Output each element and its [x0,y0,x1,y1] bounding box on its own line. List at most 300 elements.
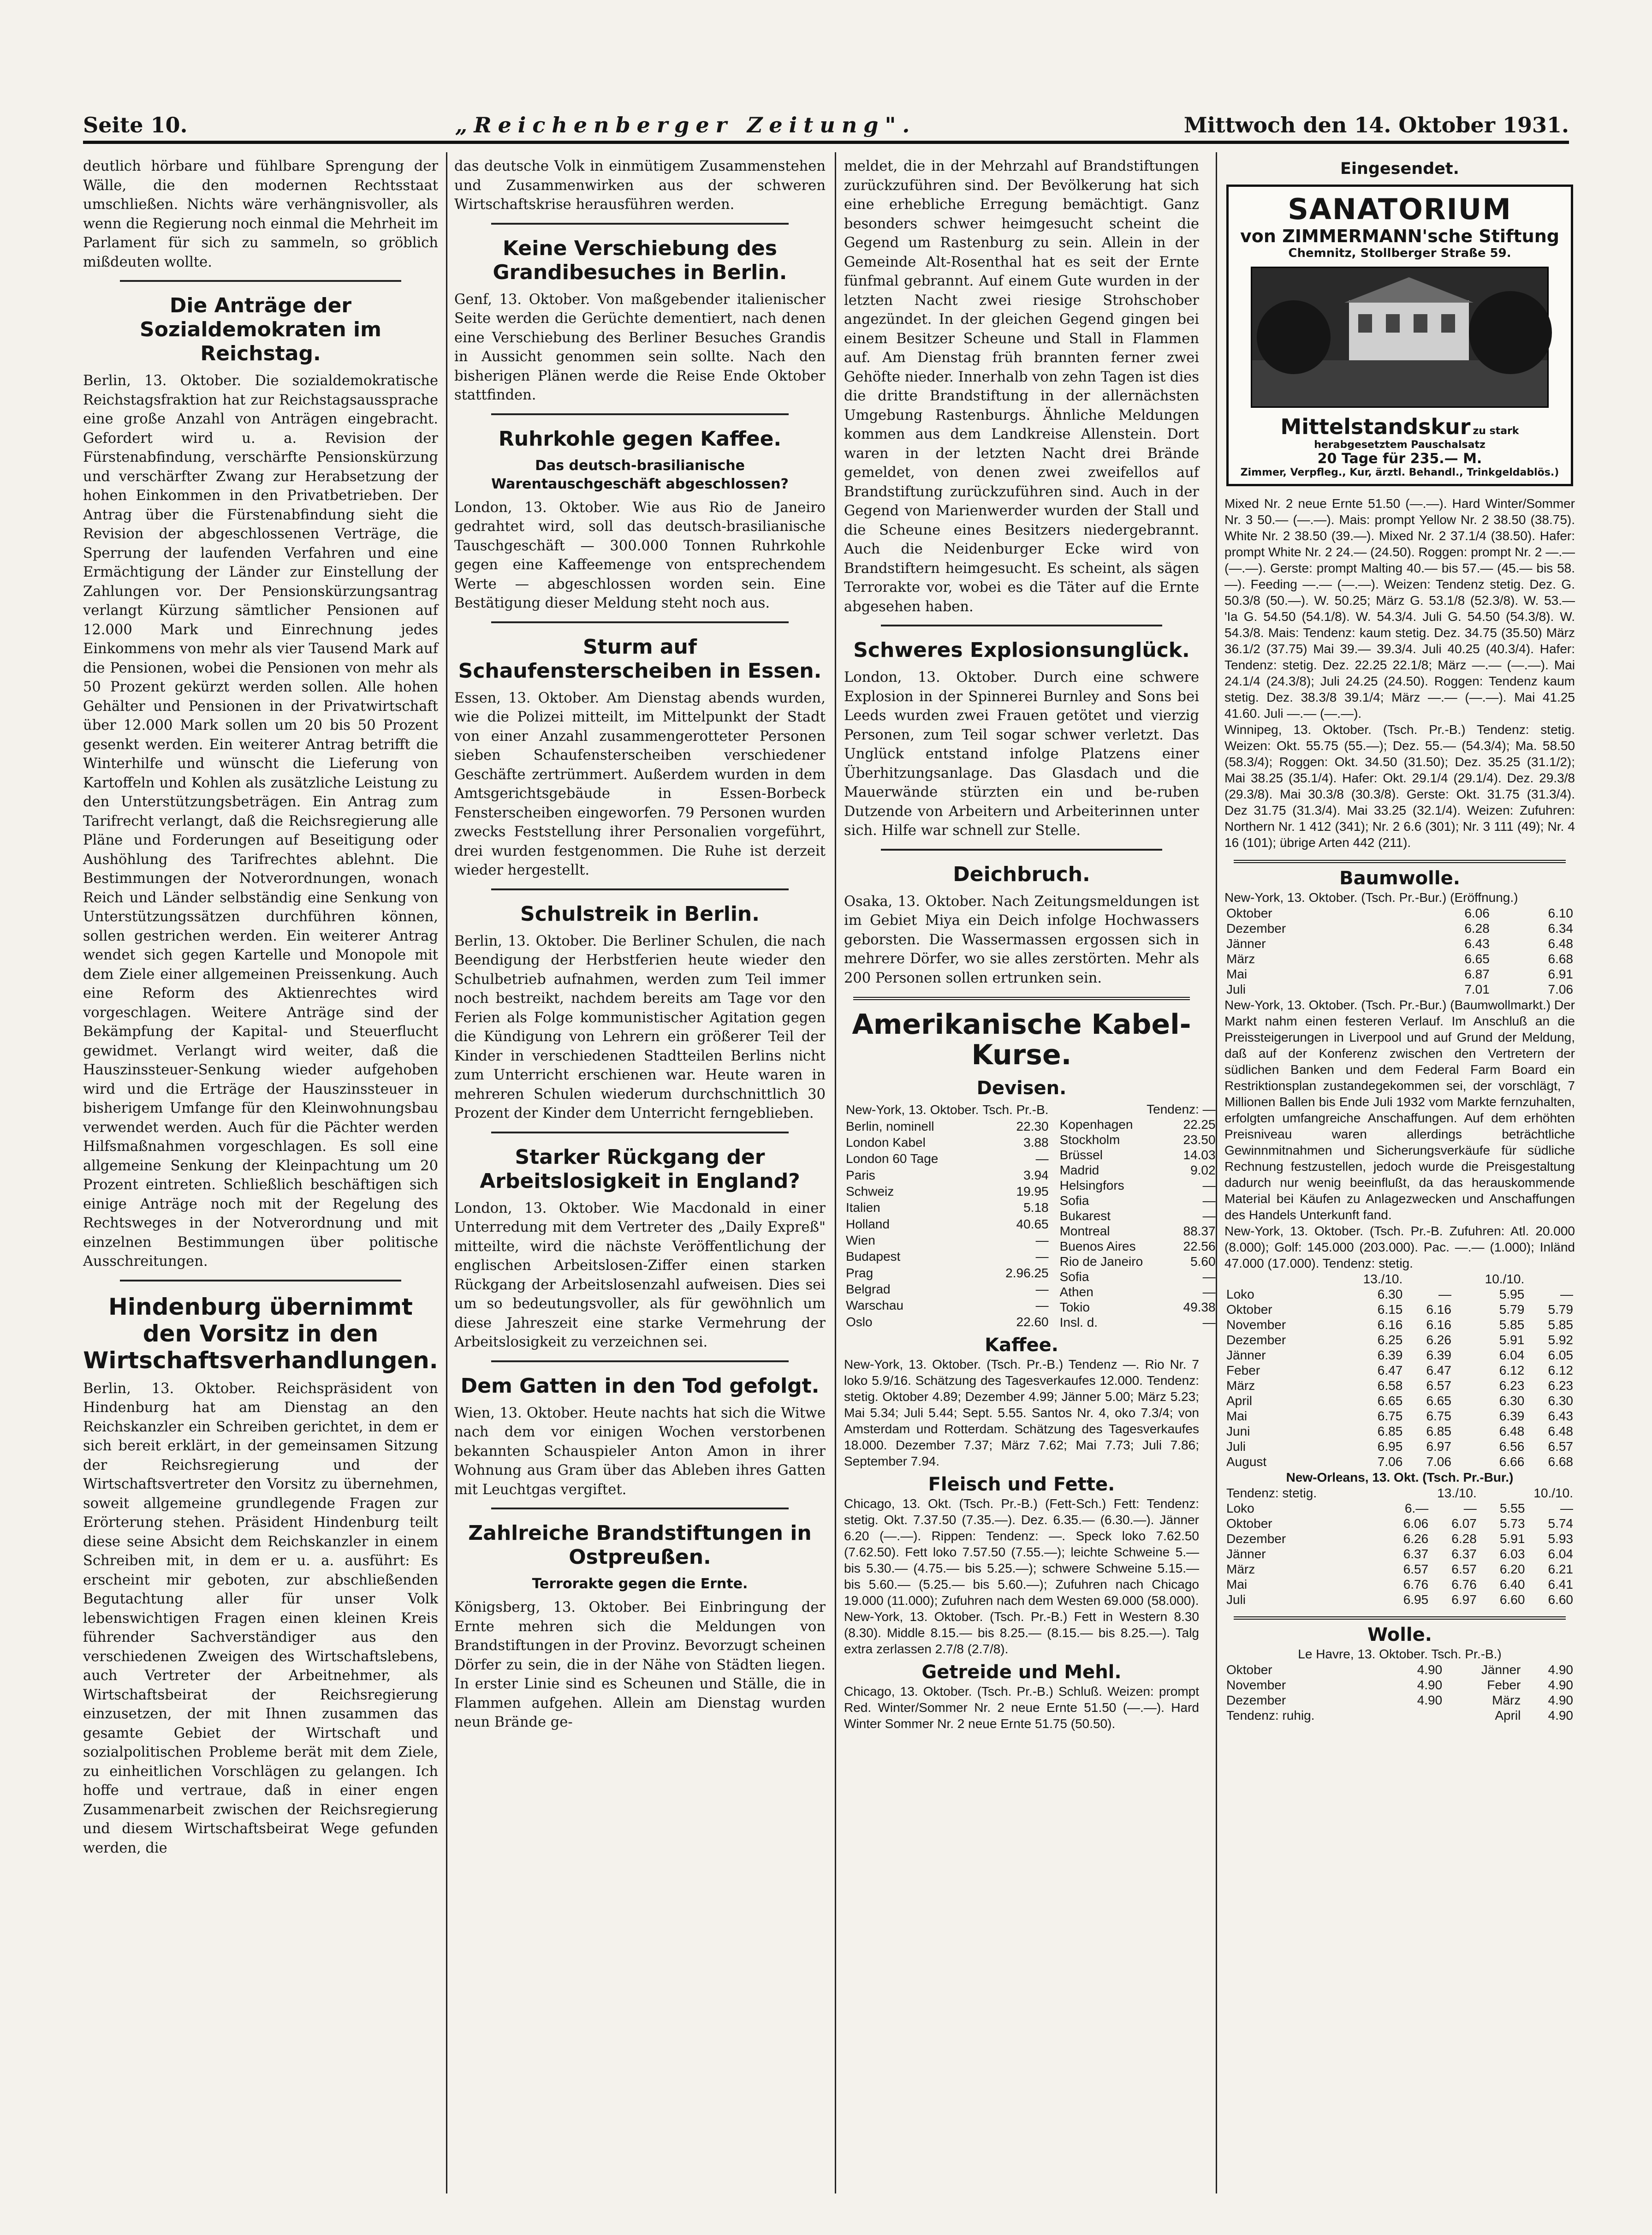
table-cell: — [1202,1269,1216,1284]
table-cell: 9.02 [1190,1163,1216,1177]
table-cell: 7.06 [1426,1454,1451,1469]
table-cell: Oktober [1226,1663,1272,1677]
table-row [1058,1147,1218,1162]
table-row [1224,1592,1575,1607]
table-cell: 5.60 [1190,1254,1216,1269]
table-cell: 6.06 [1403,1516,1429,1531]
table-cell: 23.50 [1183,1132,1216,1147]
table-cell: Jänner [1481,1663,1521,1677]
market-section-title: Getreide und Mehl. [921,1662,1122,1683]
table-header-cell [1526,1271,1575,1287]
table-cell: Oktober [1226,1302,1272,1317]
table-cell: 5.93 [1548,1532,1573,1546]
table-cell: 4.90 [1548,1678,1573,1692]
article-continuation: deutlich hörbare und fühlbare Sprengung der Wälle, die den modernen Rechtsstaat umschließen. Nichts wäre verhängnisvoller, als wenn die Regierung noch einmal die Mehrheit im Parlament für sich zu sammeln, so gröblich mißdeuten wollte. [83,158,438,270]
table-cell: 3.88 [1023,1135,1049,1150]
newspaper-title: „Reichenberger Zeitung". [455,113,916,137]
table-row [1224,906,1575,921]
table-cell: 6.12 [1548,1363,1573,1377]
devisen-right-header: Tendenz: — [1147,1102,1216,1116]
column-divider [835,152,836,2193]
market-section-title: Wolle. [1367,1624,1432,1645]
table-cell: 22.60 [1016,1314,1049,1329]
table-cell: Schweiz [846,1184,894,1198]
table-cell: Dezember [1226,1693,1286,1707]
devisen-left-header: New-York, 13. Oktober. [846,1103,979,1117]
table-cell: 6.21 [1548,1562,1573,1576]
table-row [844,1167,1051,1183]
cotton-opening-table [1224,906,1575,997]
table-cell: 6.85 [1377,1424,1403,1438]
ad-price: 20 Tage für 235.— M. [1317,451,1482,467]
table-cell: 6.56 [1499,1439,1525,1454]
table-cell: 5.79 [1499,1302,1525,1317]
separator [491,413,789,415]
market-report: New-York, 13. Oktober. (Tsch. Pr.-B.) Tendenz —. Rio Nr. 7 loko 5.9/16. Schätzung des Tagesverkaufes 12.000. Tendenz: stetig. Oktober 4.89; Dezember 4.99; Jänner 5.00; März 5.23; Mai 5.34; Juli 5.44; Sept. 5.55. Santos Nr. 4, oko 7.3/4; von Amsterdam und Rotterdam. Schätzung des Tagesverkaufes 18.000. Dezember 7.37; März 7.62; Mai 7.73; Juli 7.86; September 7.94. [844,1357,1199,1468]
article-body: Berlin, 13. Oktober. Die sozialdemokratische Reichstagsfraktion hat zur Reichstagsaussprache eine große Anzahl von Anträgen eingebracht. Gefordert wird u. a. Revision der Fürstenabfindung, verschärfte Pensionskürzung und verschärfter Zwang zur Herabsetzung der hohen Einkommen in den Privatbetrieben. Der Antrag über die Fürstenabfindung sieht die Revision der abgeschlossenen Verträge, die Sperrung der laufenden Verfahren und eine Ermächtigung der Länder zur Einstellung der Zahlungen vor. Der Pensionskürzungsantrag verlangt Kürzung sämtlicher Pensionen auf 12.000 Mark und Einrechnung jedes Einkommens von mehr als vier Tausend Mark auf die Pensionen, wobei die Pensionen von mehr als 50 Prozent gekürzt werden sollen. Alle hohen Gehälter und Pensionen in der Privatwirtschaft über 12.000 Mark sollen um 20 bis 50 Prozent gesenkt werden. Ein weiterer Antrag betrifft die Winterhilfe und wünscht die Lieferung von Kartoffeln und Kohlen als zusätzliche Leistung zu den Unterstützungsbeträgen. Ein Antrag zum Tarifrecht verlangt, daß die Reichsregierung alle Pläne und Forderungen auf Beseitigung oder Aushöhlung des Tarifrechtes ablehnt. Die Bestimmungen der Notverordnungen, wonach Reich und Länder selbständig eine Senkung von Unterstützungssätzen durchführen können, sollen gestrichen werden. Ein weiterer Antrag wendet sich gegen Kartelle und Monopole mit dem Ziele einer allgemeinen Preissenkung. Auch eine Reform des Aktienrechtes wird vorgeschlagen. Weitere Anträge sind der Bekämpfung der Kapital- und Steuerflucht gewidmet. Verlangt wird weiter, daß die Hauszinssteuer-Senkung wieder aufgehoben wird und die Erträge der Hauszinssteuer in bisherigem Umfange für den Kleinwohnungsbau verwendet werden. Auch für die Pächter werden Hilfsmaßnahmen vorgeschlagen. Es soll eine allgemeine Senkung der Kleinpachtung um 20 Prozent eintreten. Schließlich beschäftigen sich einige Anträge noch mit der Regelung des Rechtsweges in der Notverordnung und mit einzelnen Bestimmungen über politische Ausschreitungen. [83,373,438,1269]
table-cell: — [1035,1298,1049,1313]
table-cell: Athen [1059,1285,1093,1299]
table-cell: — [1438,1287,1451,1301]
table-cell: 88.37 [1183,1224,1216,1238]
separator [491,1360,789,1362]
table-cell: Prag [846,1265,874,1280]
devisen-right-table [1058,1102,1218,1330]
headline: Ruhrkohle gegen Kaffee. [498,427,782,451]
table-header-cell: 10./10. [1485,1272,1525,1286]
column-4 [1224,157,1575,2193]
table-cell: 6.95 [1403,1592,1429,1607]
separator [881,625,1162,626]
market-report: New-York, 13. Oktober. (Tsch. Pr.-Bur.) (Baumwollmarkt.) Der Markt nahm einen festeren Verlauf. Im Anschluß an die Preissteigerungen in Liverpool und auf Grund der Meldung, daß auf der Konferenz zwischen den Vertretern der südlichen Banken und dem Federal Farm Board ein Restriktionsplan zustandegekommen sei, der vorschlägt, 7 Millionen Ballen bis Ende Juli 1932 vom Markte fernzuhalten, erfolgten umfangreiche Anschaffungen. Auf dem erhöhten Preisniveau waren allerdings beträchtliche Gewinnmitnahmen und Sicherungsverkäufe für südliche Rechnung festzustellen, jedoch wurde die Preisgestaltung dadurch nur wenig beeinflußt, da das herauskommende Material bei Käufen zu Anlagezwecken und Anschaffungen des Handels Unterkunft fand. [1224,998,1575,1222]
table-cell: März [1226,1378,1255,1393]
table-cell: Tendenz: ruhig. [1226,1708,1315,1722]
table-row [1224,921,1575,936]
table-cell: 6.03 [1499,1547,1525,1561]
table-cell: 6.39 [1499,1409,1525,1423]
table-row [1224,1562,1575,1577]
table-cell: Warschau [846,1298,904,1313]
table-cell: Madrid [1059,1163,1099,1177]
market-report: Mixed Nr. 2 neue Ernte 51.50 (—.—). Hard Winter/Sommer Nr. 3 50.— (—.—). Mais: prompt Yellow Nr. 2 38.50 (38.75). White Nr. 2 38.50 (39.—). Mixed Nr. 2 37.1/4 (38.50). Hafer: prompt White Nr. 2 24.— (24.50). Roggen: prompt Nr. 2 —.— (—.—). Gerste: prompt Malting 40.— bis 57.— (45.— bis 58.—). Feeding —.— (—.—). Weizen: Tendenz stetig. Dez. G. 50.3/8 (50.—). W. 50.25; März G. 53.1/8 (52.3/8). W. 53.— 'Ia G. 54.50 (54.1/8). W. 54.3/4. Juli G. 54.50 (54.3/8). W. 54.3/8. Mais: Tendenz: kaum stetig. Dez. 34.75 (35.50) März 36.1/2 (37.75) Mai 39.— 39.3/4. Juli 40.25 (40.3/4). Hafer: Tendenz: stetig. Dez. 22.25 22.1/8; März —.— (—.—). Mai 24.1/4 (24.3/8); Juli 24.25 (24.50). Roggen: Tendenz kaum stetig. Dez. 38.3/8 39.1/4; März —.— (—.—). Mai 41.25 41.60. Juli —.— (—.—). [1224,496,1575,721]
article-body: London, 13. Oktober. Wie Macdonald in einer Unterredung mit dem Vertreter des „Daily Expreß" mitteilte, wird die nächste Veröffentlichung der englischen Arbeitslosen-Ziffer einen starken Rückgang der Arbeitslosenzahl aufweisen. Dies sei um so bedeutungsvoller, als für gewöhnlich um diese Jahreszeit eine starke Vermehrung der Arbeitslosigkeit zu verzeichnen sei. [454,1200,826,1350]
table-cell: Paris [846,1168,875,1182]
table-cell: — [1035,1233,1049,1247]
ad-photo [1251,267,1549,408]
table-cell: — [1560,1501,1573,1515]
column-2 [454,157,826,2193]
table-cell [1392,1708,1444,1723]
table-cell: — [1463,1501,1477,1515]
table-cell: — [1202,1178,1216,1192]
table-row [1224,951,1575,966]
article-body: Berlin, 13. Oktober. Reichspräsident von Hindenburg hat am Dienstag an den Reichskanzler ein Schreiben gerichtet, in dem er sich bereit erklärt, in der gemeinsamen Sitzung der Reichsregierung und der Wirtschaftsvertreter den Vorsitz zu übernehmen, soweit allgemeine grundlegende Fragen zur Erörterung stehen. Präsident Hindenburg teilt diese seine Absicht dem Reichskanzler in einem Schreiben mit, in dem er u. a. ausführt: Es erscheint mir geboten, zur abschließenden Begutachtung aller für unser Volk lebenswichtigen Fragen einen kleinen Kreis führender Sachverständiger aus den verschiedenen Zweigen des Wirtschaftslebens, auch Vertreter der Arbeitnehmer, als Wirtschaftsbeirat der Reichsregierung einzusetzen, der mit Ihnen zusammen das gesamte Gebiet der Wirtschaft und sozialpolitischen Probleme berät mit dem Ziele, zu einheitlichen Vorschlägen zu gelangen. Ich hoffe und vertraue, daß in einer engen Zusammenarbeit zwischen der Reichsregierung und diesem Wirtschaftsbeirat Wege gefunden werden, die [83,1380,438,1856]
devisen-title: Devisen. [976,1078,1067,1099]
table-row [1224,1347,1575,1363]
market-report: New-Orleans, 13. Okt. (Tsch. Pr.-Bur.) [1286,1470,1514,1484]
headline: Dem Gatten in den Tod gefolgt. [460,1374,820,1398]
table-cell: 5.73 [1499,1516,1525,1531]
table-cell: 4.90 [1417,1693,1443,1707]
table-cell: April [1495,1708,1521,1722]
masthead-rule [83,141,1569,144]
table-cell: November [1226,1678,1286,1692]
table-cell: 6.65 [1377,1394,1403,1408]
table-row [1224,1693,1575,1708]
table-cell: 6.28 [1464,921,1490,936]
table-row [844,1297,1051,1313]
table-row [844,1264,1051,1281]
separator [120,280,401,282]
table-row [844,1248,1051,1264]
market-report: Chicago, 13. Okt. (Tsch. Pr.-B.) (Fett-Sch.) Fett: Tendenz: stetig. Okt. 7.37.50 (7.35.—). Dez. 6.35.— (6.30.—). Jänner 6.20 (—.—). Rippen: Tendenz: —. Speck loko 7.62.50 (7.62.50). Fett loko 7.57.50 (7.55.—); leichte Schweine 5.— bis 5.30.— (4.75.— bis 5.25.—); schwere Schweine 5.15.— bis 5.60.— (5.25.— bis 5.60.—); Zufuhren nach Chicago 19.000 (11.000); Zufuhren nach dem Westen 69.000 (58.000). [844,1496,1199,1608]
table-cell: Tokio [1059,1300,1090,1314]
table-cell: 6.06 [1464,906,1490,920]
table-cell: 49.38 [1183,1300,1216,1314]
table-row [1058,1315,1218,1330]
table-cell: Jänner [1226,936,1266,951]
table-cell: 5.55 [1499,1501,1525,1515]
table-cell: — [1202,1285,1216,1299]
market-report: Winnipeg, 13. Oktober. (Tsch. Pr.-B.) Tendenz: stetig. Weizen: Okt. 55.75 (55.—); Dez. 55.— (54.3/4); Ma. 58.50 (58.3/4); Roggen: Okt. 34.50 (31.50); Dez. 35.25 (31.1/2); Mai 38.25 (35.1/4). Hafer: Okt. 29.1/4 (29.1/4). Dez. 29.3/8 (29.3/8). Mai 30.3/8 (30.3/8). Gerste: Okt. 31.75 (31.3/4). Dez 31.75 (31.3/4). Mai 33.25 (32.1/4). Weizen: Zufuhren: Northern Nr. 1 412 (341); Nr. 2 6.6 (301); Nr. 3 111 (49); Nr. 4 16 (101); übrige Arten 442 (211). [1224,722,1575,850]
article-body: London, 13. Oktober. Wie aus Rio de Janeiro gedrahtet wird, soll das deutsch-brasilianische Tauschgeschäft — 300.000 Tonnen Ruhrkohle gegen eine Kaffeemenge von entsprechendem Werte — abgeschlossen worden sein. Eine Bestätigung dieser Meldung steht noch aus. [454,499,826,611]
page-number: Seite 10. [83,113,188,137]
table-cell: 2.96.25 [1005,1265,1049,1280]
headline: Schulstreik in Berlin. [520,902,760,926]
table-cell: Helsingfors [1059,1178,1124,1192]
table-cell: Mai [1226,967,1248,981]
table-cell: 6.39 [1377,1348,1403,1362]
table-cell: Sofia [1059,1193,1089,1208]
table-cell: Budapest [846,1249,901,1264]
table-cell: 4.90 [1548,1663,1573,1677]
separator [491,223,789,225]
table-cell: Stockholm [1059,1132,1120,1147]
table-cell: 6.57 [1403,1562,1429,1576]
cotton-newyork-table [1224,1271,1575,1469]
table-cell: Oktober [1226,906,1272,920]
table-cell: 6.34 [1548,921,1573,936]
table-cell: März [1226,1562,1255,1576]
table-cell: 6.66 [1499,1454,1525,1469]
table-row [1224,1531,1575,1546]
table-cell: Buenos Aires [1059,1239,1136,1253]
article-continuation: das deutsche Volk in einmütigem Zusammenstehen und Zusammenwirken aus der schweren Wirtschaftskrise herausführen werden. [454,158,826,213]
table-cell: 6.91 [1548,967,1573,981]
table-cell: 6.48 [1548,1424,1573,1438]
table-cell: London 60 Tage [846,1151,939,1166]
sanatorium-building-image [1252,268,1547,406]
table-row [1224,1393,1575,1408]
separator [853,997,1190,1000]
table-cell: 6.87 [1464,967,1490,981]
table-cell: 5.91 [1499,1333,1525,1347]
table-cell: 6.76 [1403,1577,1429,1591]
table-row [1224,1516,1575,1531]
market-report: Chicago, 13. Oktober. (Tsch. Pr.-B.) Schluß. Weizen: prompt Red. Winter/Sommer Nr. 2 neue Ernte 51.50 (—.—). Hard Winter Sommer Nr. 2 neue Ernte 51.75 (50.50). [844,1684,1199,1731]
table-cell: 5.18 [1023,1200,1049,1215]
table-cell: Berlin, nominell [846,1119,934,1133]
table-cell: 6.12 [1499,1363,1525,1377]
table-cell: 4.90 [1548,1708,1573,1722]
table-cell: 6.10 [1548,906,1573,920]
headline: Hindenburg übernimmt den Vorsitz in den Wirtschaftsverhandlungen. [83,1293,438,1374]
table-cell: Montreal [1059,1224,1110,1238]
separator [491,621,789,623]
table-row [1058,1284,1218,1299]
devisen-left-table: New-York, 13. Oktober. Tsch. Pr.-B. Berlin, nominell 22.30 London Kabel 3.88 London 60 Tage — Paris 3.94 Schweiz 19.95 Italien 5.18 Holland 40.65 Wien — Budapest — Prag 2.96.25 Belgrad — Warschau — Oslo 22.60 [844,1102,1051,1330]
table-cell: Jänner [1226,1547,1266,1561]
table-cell: Feber [1487,1678,1521,1692]
table-cell: — [1035,1249,1049,1264]
table-row [844,1199,1051,1216]
table-cell: 6.48 [1499,1424,1525,1438]
ad-subtitle: von ZIMMERMANN'sche Stiftung [1240,226,1559,246]
table-cell: 7.06 [1548,982,1573,996]
table-row [1224,1332,1575,1347]
table-row [1058,1208,1218,1223]
table-row [1224,1424,1575,1439]
table-row [1058,1254,1218,1269]
wool-table [1224,1662,1575,1723]
table-cell: Dezember [1226,921,1286,936]
article-body: Essen, 13. Oktober. Am Dienstag abends wurden, wie die Polizei mitteilt, im Mittelpunkt der Stadt von einer Anzahl zusammengerotteter Personen sieben Schaufensterscheiben verschiedener Geschäfte zertrümmert. Außerdem wurden in dem Amtsgerichtsgebäude in Essen-Borbeck Fensterscheiben eingeworfen. 79 Personen wurden zwecks Feststellung ihrer Personalien vorgeführt, drei wurden festgenommen. Die Ruhe ist derzeit wieder hergestellt. [454,690,826,878]
table-row [1224,1577,1575,1592]
table-cell: 5.85 [1499,1317,1525,1332]
article-body: Berlin, 13. Oktober. Die Berliner Schulen, die nach Beendigung der Herbstferien heute wieder den Schulbetrieb aufnahmen, werden zum Teil immer noch bestreikt, nachdem bereits am Tage vor den Ferien als Folge kommunistischer Agitation gegen die Kündigung von Lehrern ein größerer Teil der Kinder in verschiedenen Stadtteilen Berlins nicht zum Unterricht erschienen war. Heute waren in mehreren Schulen wiederum durchschnittlich 30 Prozent der Kinder dem Unterricht ferngeblieben. [454,933,826,1121]
cotton-neworleans-table: Tendenz: stetig. 13./10. 10./10. Loko 6.— — 5.55 — Oktober 6.06 6.07 5.73 5.74 Dezember 6.26 6.28 5.91 5.93 Jänner 6.37 6.37 6.03 6.04 März 6.57 6.57 6.20 6.21 Mai 6.76 6.76 6.40 6.41 Juli 6.95 6.97 6.60 6.60 [1224,1485,1575,1607]
table-cell: Juni [1226,1424,1250,1438]
table-row [844,1281,1051,1297]
table-header-cell [1224,1271,1331,1287]
table-cell: 6.23 [1548,1378,1573,1393]
table-row [1224,1454,1575,1469]
separator [1234,1616,1566,1620]
headline: Keine Verschiebung des Grandibesuches in Berlin. [493,236,787,284]
table-cell: August [1226,1454,1267,1469]
headline: Zahlreiche Brandstiftungen in Ostpreußen. [468,1521,812,1569]
headline: Deichbruch. [953,862,1090,886]
separator [491,1508,789,1509]
market-report: New-York, 13. Oktober. (Tsch. Pr.-B.) Fett in Western 8.30 (8.30). Middle 8.15.— bis 8.25.— (8.15.— bis 8.25.—). Talg extra zerlassen 2.7/8 (2.7/8). [844,1609,1199,1656]
table-cell: Oslo [846,1314,873,1329]
column-divider [446,152,447,2193]
market-section-title: Amerikanische Kabel-Kurse. [852,1008,1191,1071]
table-cell: Rio de Janeiro [1059,1254,1143,1269]
table-cell: Bukarest [1059,1209,1111,1223]
table-cell: 6.16 [1426,1302,1451,1317]
table-cell: 6.04 [1499,1348,1525,1362]
table-cell: 5.92 [1548,1333,1573,1347]
table-row [1224,1302,1575,1317]
market-report: Le Havre, 13. Oktober. Tsch. Pr.-B.) [1298,1647,1502,1661]
table-cell: 6.16 [1426,1317,1451,1332]
advertisement: SANATORIUM von ZIMMERMANN'sche Stiftung Chemnitz, Stollberger Straße 59. Mittelstandskur zu stark herabgesetztem Pauschalsatz 20 Tage für 235.— M. Zimmer, Verpfleg., Kur, ärztl. Behandl., Trinkgeldablös.) [1226,185,1573,486]
table-cell: Holland [846,1216,890,1231]
table-cell: 6.30 [1548,1394,1573,1408]
table-cell: 6.05 [1548,1348,1573,1362]
table-cell: London Kabel [846,1135,926,1150]
table-cell: — [1035,1281,1049,1296]
table-cell: — [1202,1209,1216,1223]
subheadline: Terrorakte gegen die Ernte. [532,1576,748,1592]
table-cell: 4.90 [1417,1678,1443,1692]
table-cell: 5.74 [1548,1516,1573,1531]
table-cell: Mai [1226,1577,1248,1591]
table-row [1058,1193,1218,1208]
table-cell: 5.85 [1548,1317,1573,1332]
separator [491,888,789,890]
article-continuation: meldet, die in der Mehrzahl auf Brandstiftungen zurückzuführen sind. Der Bevölkerung hat sich eine erhebliche Erregung bemächtigt. Ganz besonders schwer heimgesucht scheint die Gegend um Rastenburg zu sein. Allein in der Gemeinde Alt-Rosenthal hat es seit der Ernte fünfmal gebrannt. Auf einem Gute wurden in der letzten Nacht zwei riesige Strohschober angezündet. In der gleichen Gegend gingen bei einem Besitzer Scheune und Stall in Flammen auf. Am Dienstag früh brannten ferner zwei Gehöfte nieder. Innerhalb von zehn Tagen ist dies die dritte Brandstiftung in der allernächsten Umgebung Rastenburgs. Ähnliche Meldungen kommen aus dem Landkreise Allenstein. Dort waren in der letzten Nacht drei Brände gemeldet, von denen zwei zweifellos auf Brandstiftung zurückzuführen sind. Auch in der Gegend von Marienwerder wurden der Stall und die Scheune eines Besitzers niedergebrannt. Auch die Neidenburger Ecke wird von Brandstiftern heimgesucht. Es scheint, als sägen Terrorakte vor, wobei es die Täter auf die Ernte abgesehen haben. [844,158,1199,615]
table-cell: 22.30 [1016,1119,1049,1133]
table-cell: November [1226,1317,1286,1332]
table-cell: 5.79 [1548,1302,1573,1317]
devisen-table [844,1102,1216,1330]
table-row [1224,1677,1575,1693]
table-cell: Kopenhagen [1059,1117,1133,1132]
table-row [1058,1269,1218,1284]
table-cell: 6.43 [1548,1409,1573,1423]
table-cell: — [1202,1315,1216,1329]
table-cell: 6.30 [1377,1287,1403,1301]
table-cell: 22.25 [1183,1117,1216,1132]
market-report: New-York, 13. Oktober. (Tsch. Pr.-B. Zufuhren: Atl. 20.000 (8.000); Golf: 145.000 (203.000). Pac. —.— (1.000); Inländ 47.000 (17.000). Tendenz: stetig. [1224,1224,1575,1270]
table-cell: 6.37 [1403,1547,1429,1561]
table-cell: 6.15 [1377,1302,1403,1317]
ad-title: SANATORIUM [1288,192,1512,226]
table-cell: 6.57 [1451,1562,1477,1576]
table-cell: 6.97 [1451,1592,1477,1607]
table-cell: 6.65 [1464,952,1490,966]
issue-date: Mittwoch den 14. Oktober 1931. [1183,113,1569,137]
table-row [1224,1378,1575,1393]
table-cell: 6.07 [1451,1516,1477,1531]
table-row [844,1232,1051,1248]
table-header-cell [1404,1271,1453,1287]
table-cell: 6.65 [1426,1394,1451,1408]
article-body: Königsberg, 13. Oktober. Bei Einbringung der Ernte mehren sich die Meldungen von Brandstiftungen in der Provinz. Bevorzugt scheinen Dörfer zu sein, die in der Nähe von Städten liegen. In erster Linie sind es Scheunen und Ställe, die in Flammen aufgehen. Allein am Dienstag wurden neun Brände ge- [454,1599,826,1730]
table-cell: April [1226,1394,1253,1408]
column-1 [83,157,438,2193]
table-cell: 6.48 [1548,936,1573,951]
table-cell: Sofia [1059,1269,1089,1284]
table-cell: Loko [1226,1501,1254,1515]
table-cell: 6.26 [1426,1333,1451,1347]
table-cell: 6.25 [1377,1333,1403,1347]
table-cell: 7.01 [1464,982,1490,996]
table-cell: 6.68 [1548,1454,1573,1469]
table-row [1224,1708,1575,1723]
market-section-title: Kaffee. [985,1335,1058,1356]
table-cell: 6.57 [1426,1378,1451,1393]
table-cell: Dezember [1226,1532,1286,1546]
article-body: London, 13. Oktober. Durch eine schwere Explosion in der Spinnerei Burnley and Sons bei Leeds wurden zwei Frauen getötet und vierzig Personen, zum Teil sogar schwer verletzt. Das Unglück entstand infolge Platzens einer Überhitzungsanlage. Das Glasdach und die Mauerwände stürzten ein und be-ruben Dutzende von Arbeitern und Arbeiterinnen unter sich. Hilfe war schnell zur Stelle. [844,669,1199,839]
column-3 [844,157,1216,2193]
article-body: Osaka, 13. Oktober. Nach Zeitungsmeldungen ist im Gebiet Miya ein Deich infolge Hochwassers geborsten. Die Wassermassen ergossen sich in mehrere Dörfer, wo sie alles zerstörten. Mehr als 200 Personen sollen ertrunken sein. [844,893,1199,986]
table-row [1224,982,1575,997]
market-report: New-York, 13. Oktober. (Tsch. Pr.-Bur.) (Eröffnung.) [1224,890,1518,905]
article-body: Genf, 13. Oktober. Von maßgebender italienischer Seite werden die Gerüchte dementiert, nach denen eine Verschiebung des Berliner Besuches Grandis in Aussicht genommen sein sollte. Nach den bisherigen Plänen werde die Reise Ende Oktober stattfinden. [454,291,826,403]
table-row [1224,936,1575,951]
table-header-cell: 13./10. [1363,1272,1403,1286]
table-row [1058,1178,1218,1193]
table-row [1224,966,1575,982]
table-cell: 6.58 [1377,1378,1403,1393]
table-row [844,1313,1051,1330]
table-row [1224,1317,1575,1332]
table-cell: Oktober [1226,1516,1272,1531]
ad-address: Chemnitz, Stollberger Straße 59. [1288,246,1511,260]
table-cell: 6.57 [1548,1439,1573,1454]
table-cell: 7.06 [1377,1454,1403,1469]
table-cell: 14.03 [1183,1148,1216,1162]
headline: Die Anträge der Sozialdemokraten im Reichstag. [140,294,381,365]
table-cell: Juli [1226,982,1246,996]
table-cell: 6.40 [1499,1577,1525,1591]
table-cell: 6.20 [1499,1562,1525,1576]
table-row [1058,1117,1218,1132]
table-cell: Juli [1226,1439,1246,1454]
table-cell: 6.26 [1403,1532,1429,1546]
table-cell: Juli [1226,1592,1246,1607]
table-cell: — [1202,1193,1216,1208]
table-cell: Italien [846,1200,880,1215]
table-cell: Insl. d. [1059,1315,1098,1329]
table-cell: Feber [1226,1363,1260,1377]
table-cell: 6.16 [1377,1317,1403,1332]
subheadline: Das deutsch-brasilianische Warentauschgeschäft abgeschlossen? [491,457,789,492]
separator [120,1280,401,1281]
table-cell: 5.91 [1499,1532,1525,1546]
table-cell: 6.28 [1451,1532,1477,1546]
table-row [1224,1501,1575,1516]
ad-offer: Mittelstandskur [1280,414,1471,439]
table-cell: Dezember [1226,1333,1286,1347]
table-cell: — [1035,1151,1049,1166]
table-cell: 6.37 [1451,1547,1477,1561]
table-cell: 6.— [1404,1501,1429,1515]
table-row [844,1216,1051,1232]
table-row [844,1134,1051,1150]
table-cell: 4.90 [1417,1663,1443,1677]
table-cell: Brüssel [1059,1148,1103,1162]
table-cell: 6.30 [1499,1394,1525,1408]
table-cell: Loko [1226,1287,1254,1301]
table-row [1224,1662,1575,1677]
table-cell: 6.95 [1377,1439,1403,1454]
table-cell: 6.75 [1426,1409,1451,1423]
table-cell: — [1560,1287,1573,1301]
market-section-title: Baumwolle. [1339,868,1460,889]
table-cell: 6.23 [1499,1378,1525,1393]
table-row [844,1150,1051,1167]
table-cell: 6.43 [1464,936,1490,951]
table-row [1224,1363,1575,1378]
table-cell: Belgrad [846,1281,891,1296]
table-cell: 3.94 [1023,1168,1049,1182]
table-cell: Jänner [1226,1348,1266,1362]
table-row [1058,1132,1218,1147]
table-cell: 6.75 [1377,1409,1403,1423]
table-row [1224,1408,1575,1424]
table-row [844,1183,1051,1199]
headline: Schweres Explosionsunglück. [853,638,1190,662]
headline: Sturm auf Schaufensterscheiben in Essen. [458,635,822,683]
table-cell: 6.68 [1548,952,1573,966]
separator [1234,860,1566,863]
table-cell: 6.04 [1548,1547,1573,1561]
table-cell: 40.65 [1016,1216,1049,1231]
